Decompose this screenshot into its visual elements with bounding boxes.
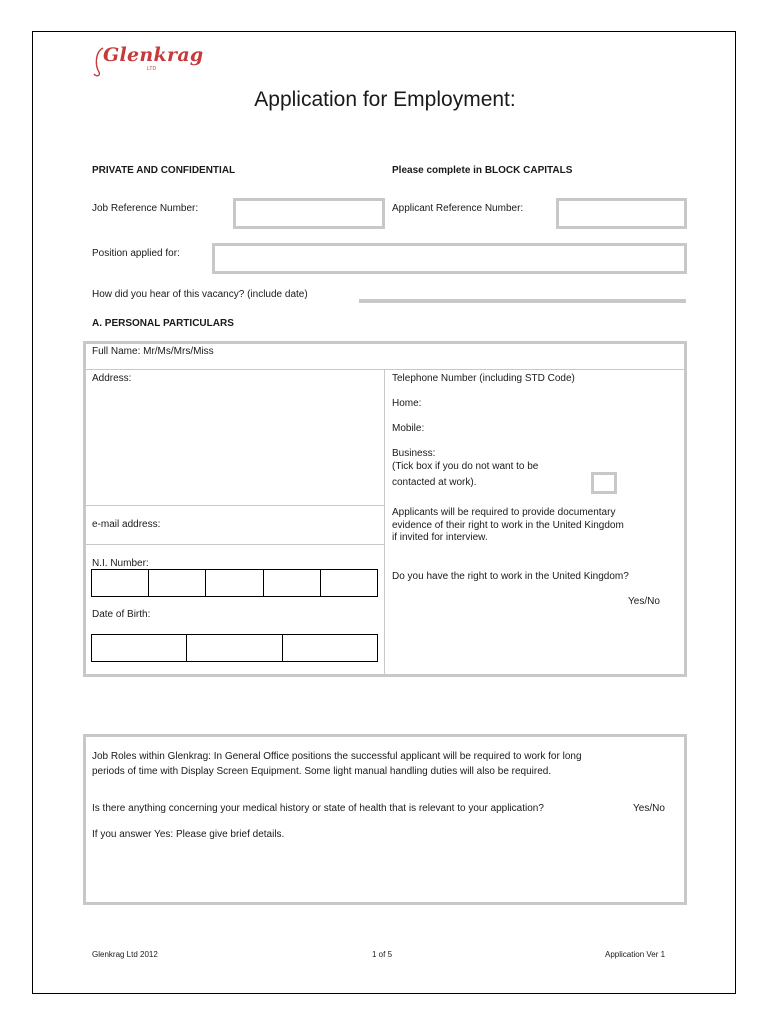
- private-confidential-label: PRIVATE AND CONFIDENTIAL: [92, 165, 236, 176]
- job-roles-text-1: Job Roles within Glenkrag: In General Office positions the successful applicant will be required to work for long: [92, 751, 582, 762]
- telephone-label: Telephone Number (including STD Code): [392, 373, 575, 384]
- dob-year-cell[interactable]: [283, 635, 377, 661]
- vacancy-field[interactable]: [359, 299, 686, 303]
- mobile-phone-label: Mobile:: [392, 423, 425, 434]
- ni-cell[interactable]: [321, 570, 377, 596]
- health-details-label: If you answer Yes: Please give brief details.: [92, 829, 285, 840]
- applicant-reference-label: Applicant Reference Number:: [392, 203, 524, 214]
- ni-cell[interactable]: [264, 570, 321, 596]
- dob-day-cell[interactable]: [92, 635, 187, 661]
- page-title: Application for Employment:: [254, 88, 516, 111]
- position-field[interactable]: [212, 243, 687, 274]
- ni-cell[interactable]: [206, 570, 263, 596]
- footer-page-number: 1 of 5: [372, 950, 393, 959]
- business-phone-label: Business:: [392, 448, 436, 459]
- dob-month-cell[interactable]: [187, 635, 282, 661]
- block-capitals-label: Please complete in BLOCK CAPITALS: [392, 165, 573, 176]
- footer-version: Application Ver 1: [605, 950, 666, 959]
- right-to-work-question: Do you have the right to work in the United Kingdom?: [392, 571, 629, 582]
- logo-ltd: LTD: [147, 66, 157, 72]
- ni-number-label: N.I. Number:: [92, 558, 149, 569]
- section-a-heading: A. PERSONAL PARTICULARS: [92, 318, 234, 329]
- job-reference-label: Job Reference Number:: [92, 203, 199, 214]
- address-label: Address:: [92, 373, 132, 384]
- footer-company: Glenkrag Ltd 2012: [92, 950, 158, 959]
- right-to-work-note-1: Applicants will be required to provide documentary: [392, 507, 616, 518]
- no-contact-at-work-checkbox[interactable]: [591, 472, 617, 494]
- tick-box-instruction-2: contacted at work).: [392, 477, 477, 488]
- ni-cell[interactable]: [149, 570, 206, 596]
- right-to-work-note-2: evidence of their right to work in the United Kingdom: [392, 520, 624, 531]
- job-roles-text-2: periods of time with Display Screen Equipment. Some light manual handling duties will also be required.: [92, 766, 552, 777]
- logo-text: Glenkrag: [103, 44, 204, 66]
- health-yes-no[interactable]: Yes/No: [633, 803, 665, 814]
- ni-cell[interactable]: [92, 570, 149, 596]
- ni-number-field[interactable]: [91, 569, 378, 597]
- tick-box-instruction: (Tick box if you do not want to be: [392, 461, 539, 472]
- position-label: Position applied for:: [92, 248, 180, 259]
- right-to-work-yes-no[interactable]: Yes/No: [628, 596, 660, 607]
- applicant-reference-field[interactable]: [556, 198, 687, 229]
- health-question: Is there anything concerning your medical history or state of health that is relevant to your application?: [92, 803, 544, 814]
- right-to-work-note-3: if invited for interview.: [392, 532, 488, 543]
- vacancy-label: How did you hear of this vacancy? (include date): [92, 289, 308, 300]
- full-name-label: Full Name: Mr/Ms/Mrs/Miss: [92, 346, 214, 357]
- job-reference-field[interactable]: [233, 198, 385, 229]
- email-label: e-mail address:: [92, 519, 161, 530]
- home-phone-label: Home:: [392, 398, 422, 409]
- date-of-birth-field[interactable]: [91, 634, 378, 662]
- date-of-birth-label: Date of Birth:: [92, 609, 151, 620]
